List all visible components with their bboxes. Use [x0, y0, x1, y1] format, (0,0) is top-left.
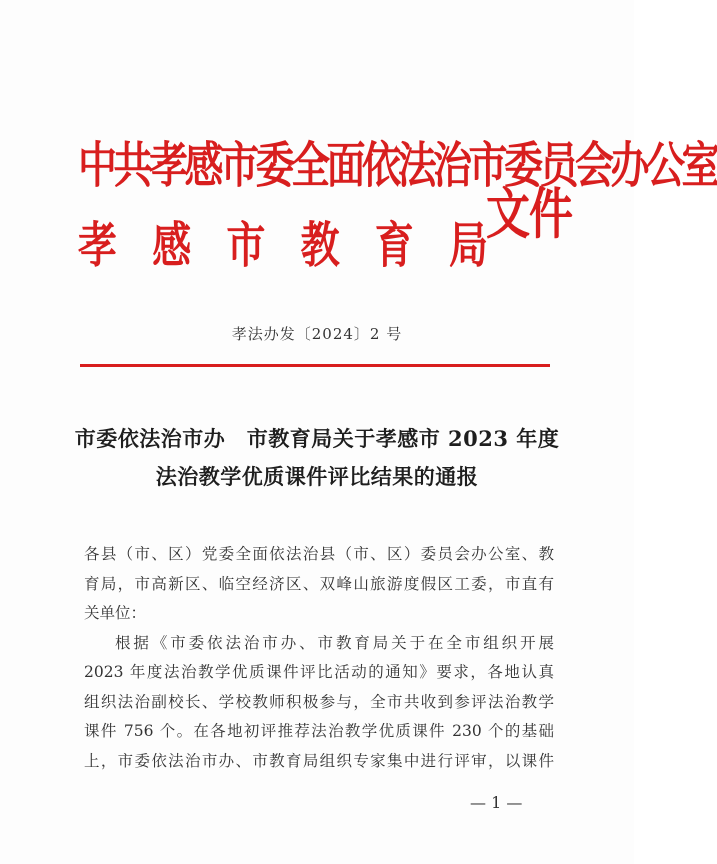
- issuing-org-char: 育: [374, 216, 414, 275]
- body-line: 关单位：: [84, 604, 147, 622]
- body-line: 上，市委依法治市办、市教育局组织专家集中进行评审，以课件: [84, 751, 554, 770]
- issuing-org-line2: [78, 208, 488, 283]
- document-body: [84, 540, 554, 776]
- issuing-org-line1: 中共孝感市委全面依法治市委员会办公室: [78, 136, 717, 195]
- body-line: 育局，市高新区、临空经济区、双峰山旅游度假区工委，市直有: [84, 574, 554, 593]
- title-line: 法治教学优质课件评比结果的通报: [155, 464, 479, 489]
- document-type-label: 文件: [486, 183, 572, 247]
- red-divider: [80, 364, 550, 367]
- issuing-org-char: 市: [226, 216, 266, 275]
- body-paragraph: [84, 629, 554, 777]
- body-line: 各县（市、区）党委全面依法治县（市、区）委员会办公室、教: [84, 545, 554, 563]
- document-number: 孝法办发〔2024〕2 号: [231, 325, 403, 343]
- body-line: 组织法治副校长、学校教师积极参与，全市共收到参评法治教学: [84, 692, 554, 711]
- page-number: — 1 —: [470, 793, 523, 812]
- red-header: [78, 128, 717, 275]
- issuing-org-char: 局: [448, 216, 488, 275]
- issuing-org-char: 感: [152, 216, 192, 275]
- issuing-org-char: 教: [300, 216, 340, 275]
- body-line: 课件 756 个。在各地初评推荐法治教学优质课件 230 个的基础: [84, 722, 554, 740]
- title-line: 市委依法治市办 市教育局关于孝感市 2023 年度: [74, 426, 560, 451]
- addressee: [84, 540, 554, 629]
- body-line: 根据《市委依法治市办、市教育局关于在全市组织开展: [115, 633, 554, 652]
- document-title: [0, 420, 634, 496]
- issuing-org-char: 孝: [78, 216, 118, 275]
- body-line: 2023 年度法治教学优质课件评比活动的通知》要求，各地认真: [84, 663, 554, 681]
